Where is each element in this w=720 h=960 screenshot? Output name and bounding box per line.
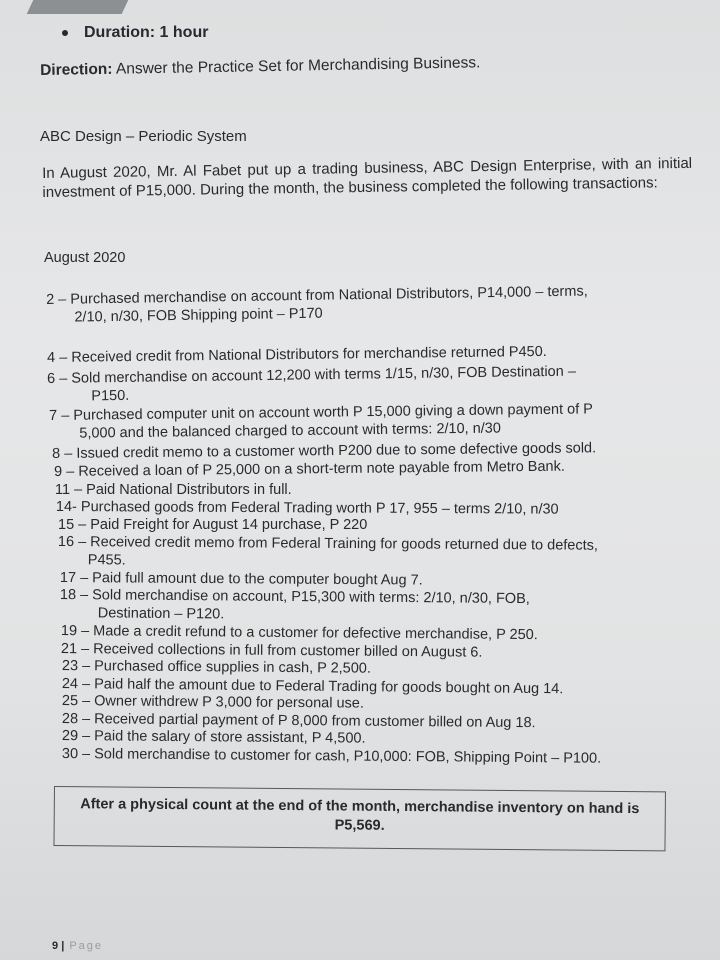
transaction-text: 14- Purchased goods from Federal Trading worth P 17, 955 – terms 2/10, n/30 [55, 499, 559, 518]
transaction-text: 9 – Received a loan of P 25,000 on a short-term note payable from Metro Bank. [54, 458, 565, 480]
transaction-text: 24 – Paid half the amount due to Federal Trading for goods bought on Aug 14. [61, 675, 564, 698]
transaction-text: 6 – Sold merchandise on account 12,200 with terms 1/15, n/30, FOB Destination – [47, 363, 576, 387]
transaction-continuation: P455. [87, 552, 126, 569]
transaction-item [55, 481, 695, 499]
inventory-note-box [53, 786, 666, 851]
transaction-continuation: Destination – P120. [97, 605, 225, 623]
transaction-text: 18 – Sold merchandise on account, P15,300 with terms: 2/10, n/30, FOB, [59, 586, 530, 608]
page-separator: | [61, 940, 65, 952]
transaction-item [47, 361, 687, 406]
transaction-item [46, 281, 686, 327]
intro-paragraph: In August 2020, Mr. Al Fabet put up a trading business, ABC Design Enterprise, with an initial investment of P15,000. During the month, the business completed the following transactions: [42, 154, 693, 201]
transaction-item [60, 586, 700, 628]
section-title: ABC Design – Periodic System [40, 128, 247, 145]
transaction-text: 29 – Paid the salary of store assistant, P 4,500. [61, 727, 366, 747]
transaction-continuation: 5,000 and the balanced charged to account with terms: 2/10, n/30 [79, 420, 501, 442]
transaction-text: 23 – Purchased office supplies in cash, P 2,500. [61, 657, 371, 677]
transaction-text: 16 – Received credit memo from Federal Training for goods returned due to defects, [57, 534, 598, 554]
direction-text: Answer the Practice Set for Merchandising Business. [115, 54, 481, 78]
transaction-text: 25 – Owner withdrew P 3,000 for personal use. [61, 692, 364, 712]
duration-text: Duration: 1 hour [84, 24, 209, 41]
transaction-text: 30 – Sold merchandise to customer for cash, P10,000: FOB, Shipping Point – P100. [61, 745, 602, 767]
page-footer [52, 940, 103, 952]
transaction-text: 21 – Received collections in full from customer billed on August 6. [60, 640, 483, 661]
transaction-text: 4 – Received credit from National Distributors for merchandise returned P450. [47, 343, 547, 366]
transaction-text: 2 – Purchased merchandise on account from National Distributors, P14,000 – terms, [46, 283, 588, 308]
transaction-item [49, 399, 689, 443]
page-label: Page [69, 940, 104, 952]
month-heading: August 2020 [44, 250, 126, 266]
transaction-text: 19 – Made a credit refund to a customer for defective merchandise, P 250. [60, 622, 538, 644]
transaction-item [58, 533, 698, 573]
transaction-text: 17 – Paid full amount due to the computer bought Aug 7. [59, 570, 423, 589]
transaction-item [58, 516, 698, 534]
transaction-continuation: P150. [91, 387, 130, 405]
inventory-note-text: After a physical count at the end of the month, merchandise inventory on hand is P5,569. [80, 796, 640, 834]
transaction-continuation: 2/10, n/30, FOB Shipping point – P170 [74, 305, 323, 326]
transaction-text: 28 – Received partial payment of P 8,000 from customer billed on Aug 18. [61, 710, 536, 732]
transaction-text: 15 – Paid Freight for August 14 purchase, P 220 [58, 517, 368, 533]
direction-label: Direction: [40, 60, 113, 79]
transaction-text: 7 – Purchased computer unit on account worth P 15,000 giving a down payment of P [49, 401, 593, 424]
transaction-text: 8 – Issued credit memo to a customer worth P200 due to some defective goods sold. [52, 440, 597, 462]
page-number: 9 [52, 940, 59, 952]
transaction-text: 11 – Paid National Distributors in full. [55, 482, 292, 498]
